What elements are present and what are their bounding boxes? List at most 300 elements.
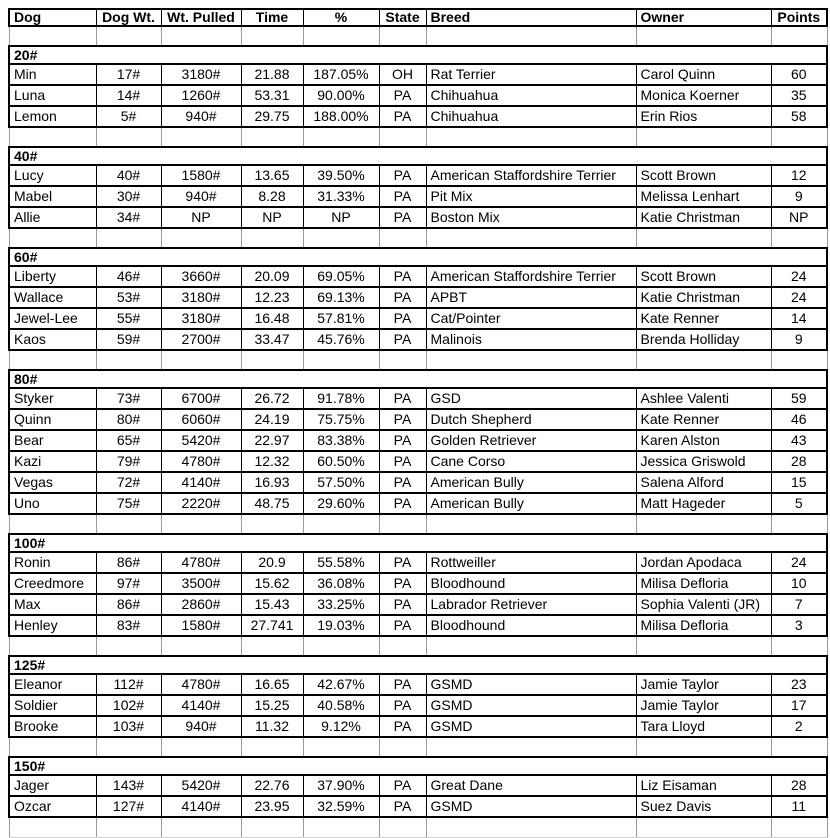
spacer-cell: [9, 817, 96, 837]
spacer-cell: [241, 228, 303, 248]
cell-dog-wt[interactable]: 55#: [96, 308, 161, 329]
cell-dog-wt[interactable]: 40#: [96, 165, 161, 186]
cell-time[interactable]: 13.65: [241, 165, 303, 186]
cell-time[interactable]: 26.72: [241, 388, 303, 409]
table-row: [9, 85, 827, 106]
cell-state[interactable]: PA: [379, 695, 426, 716]
spacer-cell: [9, 228, 96, 248]
cell-wt-pulled[interactable]: NP: [161, 207, 241, 228]
cell-time[interactable]: 22.76: [241, 775, 303, 796]
cell-percent[interactable]: 91.78%: [303, 388, 379, 409]
col-header-wt-pulled[interactable]: Wt. Pulled: [161, 9, 241, 26]
cell-wt-pulled[interactable]: 3660#: [161, 266, 241, 287]
cell-state[interactable]: PA: [379, 594, 426, 615]
cell-state[interactable]: PA: [379, 186, 426, 207]
cell-dog-wt[interactable]: 112#: [96, 674, 161, 695]
cell-time[interactable]: 12.23: [241, 287, 303, 308]
table-row: [9, 796, 827, 817]
cell-wt-pulled[interactable]: 6060#: [161, 409, 241, 430]
cell-points[interactable]: 58: [771, 106, 827, 127]
cell-time[interactable]: 23.95: [241, 796, 303, 817]
spacer-row: [9, 737, 827, 757]
table-row: [9, 106, 827, 127]
cell-dog-wt[interactable]: 127#: [96, 796, 161, 817]
cell-owner[interactable]: Scott Brown: [636, 165, 771, 186]
weight-class-label[interactable]: 150#: [9, 757, 827, 775]
cell-time[interactable]: 15.43: [241, 594, 303, 615]
cell-dog[interactable]: Kaos: [9, 329, 96, 350]
cell-breed[interactable]: Boston Mix: [426, 207, 636, 228]
cell-percent[interactable]: 187.05%: [303, 64, 379, 85]
cell-dog[interactable]: Soldier: [9, 695, 96, 716]
cell-owner[interactable]: Katie Christman: [636, 287, 771, 308]
cell-owner[interactable]: Salena Alford: [636, 472, 771, 493]
spacer-cell: [303, 228, 379, 248]
cell-wt-pulled[interactable]: 6700#: [161, 388, 241, 409]
table-row: [9, 266, 827, 287]
cell-breed[interactable]: Chihuahua: [426, 85, 636, 106]
weight-class-label[interactable]: 60#: [9, 248, 827, 266]
cell-dog-wt[interactable]: 5#: [96, 106, 161, 127]
cell-breed[interactable]: Chihuahua: [426, 106, 636, 127]
spacer-cell: [161, 127, 241, 147]
spacer-cell: [96, 350, 161, 370]
cell-wt-pulled[interactable]: 1260#: [161, 85, 241, 106]
cell-wt-pulled[interactable]: 4140#: [161, 695, 241, 716]
cell-dog-wt[interactable]: 73#: [96, 388, 161, 409]
cell-dog-wt[interactable]: 65#: [96, 430, 161, 451]
cell-percent[interactable]: 45.76%: [303, 329, 379, 350]
spacer-cell: [9, 514, 96, 534]
cell-dog[interactable]: Allie: [9, 207, 96, 228]
cell-dog[interactable]: Vegas: [9, 472, 96, 493]
cell-breed[interactable]: GSMD: [426, 796, 636, 817]
cell-owner[interactable]: Jordan Apodaca: [636, 552, 771, 573]
cell-percent[interactable]: 42.67%: [303, 674, 379, 695]
cell-dog[interactable]: Wallace: [9, 287, 96, 308]
spacer-cell: [96, 636, 161, 656]
cell-owner[interactable]: Tara Lloyd: [636, 716, 771, 737]
cell-points[interactable]: 60: [771, 64, 827, 85]
cell-time[interactable]: 16.65: [241, 674, 303, 695]
cell-breed[interactable]: Bloodhound: [426, 573, 636, 594]
cell-time[interactable]: 29.75: [241, 106, 303, 127]
cell-state[interactable]: PA: [379, 266, 426, 287]
cell-breed[interactable]: GSMD: [426, 695, 636, 716]
cell-state[interactable]: PA: [379, 796, 426, 817]
cell-dog[interactable]: Jager: [9, 775, 96, 796]
cell-dog[interactable]: Min: [9, 64, 96, 85]
cell-dog[interactable]: Eleanor: [9, 674, 96, 695]
cell-state[interactable]: PA: [379, 388, 426, 409]
cell-points[interactable]: 14: [771, 308, 827, 329]
cell-time[interactable]: 53.31: [241, 85, 303, 106]
col-header-dog[interactable]: Dog: [9, 9, 96, 26]
cell-breed[interactable]: Bloodhound: [426, 615, 636, 636]
cell-time[interactable]: 8.28: [241, 186, 303, 207]
cell-owner[interactable]: Matt Hageder: [636, 493, 771, 514]
cell-state[interactable]: PA: [379, 493, 426, 514]
cell-time[interactable]: 22.97: [241, 430, 303, 451]
cell-dog-wt[interactable]: 143#: [96, 775, 161, 796]
cell-points[interactable]: 24: [771, 552, 827, 573]
weight-class-label[interactable]: 125#: [9, 656, 827, 674]
cell-owner[interactable]: Scott Brown: [636, 266, 771, 287]
cell-wt-pulled[interactable]: 2220#: [161, 493, 241, 514]
cell-dog[interactable]: Creedmore: [9, 573, 96, 594]
cell-dog[interactable]: Bear: [9, 430, 96, 451]
cell-dog[interactable]: Max: [9, 594, 96, 615]
cell-percent[interactable]: 31.33%: [303, 186, 379, 207]
cell-dog-wt[interactable]: 97#: [96, 573, 161, 594]
weight-class-label[interactable]: 20#: [9, 46, 827, 64]
col-header-dog-wt[interactable]: Dog Wt.: [96, 9, 161, 26]
cell-dog-wt[interactable]: 46#: [96, 266, 161, 287]
cell-percent[interactable]: 57.81%: [303, 308, 379, 329]
cell-points[interactable]: 24: [771, 266, 827, 287]
cell-wt-pulled[interactable]: 2860#: [161, 594, 241, 615]
cell-state[interactable]: PA: [379, 409, 426, 430]
cell-percent[interactable]: 57.50%: [303, 472, 379, 493]
spacer-cell: [771, 737, 827, 757]
cell-state[interactable]: PA: [379, 329, 426, 350]
cell-breed[interactable]: Dutch Shepherd: [426, 409, 636, 430]
cell-percent[interactable]: 69.13%: [303, 287, 379, 308]
spacer-cell: [303, 737, 379, 757]
cell-dog[interactable]: Mabel: [9, 186, 96, 207]
cell-dog-wt[interactable]: 80#: [96, 409, 161, 430]
cell-owner[interactable]: Ashlee Valenti: [636, 388, 771, 409]
cell-percent[interactable]: 69.05%: [303, 266, 379, 287]
cell-points[interactable]: 10: [771, 573, 827, 594]
cell-time[interactable]: 20.9: [241, 552, 303, 573]
cell-time[interactable]: NP: [241, 207, 303, 228]
cell-dog-wt[interactable]: 83#: [96, 615, 161, 636]
cell-breed[interactable]: American Staffordshire Terrier: [426, 266, 636, 287]
cell-dog[interactable]: Uno: [9, 493, 96, 514]
cell-time[interactable]: 27.741: [241, 615, 303, 636]
cell-points[interactable]: 46: [771, 409, 827, 430]
cell-owner[interactable]: Suez Davis: [636, 796, 771, 817]
cell-breed[interactable]: Malinois: [426, 329, 636, 350]
cell-state[interactable]: PA: [379, 165, 426, 186]
cell-time[interactable]: 16.93: [241, 472, 303, 493]
cell-dog-wt[interactable]: 79#: [96, 451, 161, 472]
cell-percent[interactable]: 60.50%: [303, 451, 379, 472]
cell-owner[interactable]: Kate Renner: [636, 308, 771, 329]
cell-owner[interactable]: Erin Rios: [636, 106, 771, 127]
cell-wt-pulled[interactable]: 940#: [161, 716, 241, 737]
cell-state[interactable]: PA: [379, 552, 426, 573]
cell-dog-wt[interactable]: 86#: [96, 594, 161, 615]
cell-owner[interactable]: Kate Renner: [636, 409, 771, 430]
spacer-cell: [96, 127, 161, 147]
cell-breed[interactable]: Rottweiller: [426, 552, 636, 573]
cell-owner[interactable]: Jamie Taylor: [636, 674, 771, 695]
cell-points[interactable]: 9: [771, 186, 827, 207]
cell-dog[interactable]: Ronin: [9, 552, 96, 573]
spacer-cell: [9, 737, 96, 757]
cell-points[interactable]: 59: [771, 388, 827, 409]
cell-wt-pulled[interactable]: 940#: [161, 186, 241, 207]
spacer-row: [9, 350, 827, 370]
cell-dog-wt[interactable]: 53#: [96, 287, 161, 308]
cell-breed[interactable]: Cat/Pointer: [426, 308, 636, 329]
spacer-cell: [241, 26, 303, 46]
cell-time[interactable]: 48.75: [241, 493, 303, 514]
cell-percent[interactable]: NP: [303, 207, 379, 228]
cell-percent[interactable]: 32.59%: [303, 796, 379, 817]
spacer-cell: [636, 514, 771, 534]
cell-wt-pulled[interactable]: 5420#: [161, 775, 241, 796]
cell-dog-wt[interactable]: 86#: [96, 552, 161, 573]
cell-dog[interactable]: Brooke: [9, 716, 96, 737]
cell-state[interactable]: PA: [379, 85, 426, 106]
weight-class-label[interactable]: 100#: [9, 534, 827, 552]
cell-percent[interactable]: 75.75%: [303, 409, 379, 430]
spacer-cell: [636, 817, 771, 837]
cell-time[interactable]: 33.47: [241, 329, 303, 350]
cell-wt-pulled[interactable]: 4780#: [161, 674, 241, 695]
cell-breed[interactable]: American Staffordshire Terrier: [426, 165, 636, 186]
cell-wt-pulled[interactable]: 1580#: [161, 165, 241, 186]
cell-breed[interactable]: Golden Retriever: [426, 430, 636, 451]
cell-percent[interactable]: 90.00%: [303, 85, 379, 106]
cell-state[interactable]: PA: [379, 775, 426, 796]
spacer-cell: [161, 350, 241, 370]
cell-percent[interactable]: 9.12%: [303, 716, 379, 737]
cell-points[interactable]: 11: [771, 796, 827, 817]
cell-dog[interactable]: Lemon: [9, 106, 96, 127]
cell-time[interactable]: 16.48: [241, 308, 303, 329]
spacer-row: [9, 636, 827, 656]
cell-dog[interactable]: Luna: [9, 85, 96, 106]
spacer-row: [9, 228, 827, 248]
col-header-points[interactable]: Points: [771, 9, 827, 26]
cell-state[interactable]: PA: [379, 451, 426, 472]
cell-owner[interactable]: Brenda Holliday: [636, 329, 771, 350]
cell-time[interactable]: 21.88: [241, 64, 303, 85]
cell-percent[interactable]: 19.03%: [303, 615, 379, 636]
cell-state[interactable]: PA: [379, 308, 426, 329]
weight-class-section-row: [9, 656, 827, 674]
cell-wt-pulled[interactable]: 2700#: [161, 329, 241, 350]
cell-owner[interactable]: Monica Koerner: [636, 85, 771, 106]
col-header-percent[interactable]: %: [303, 9, 379, 26]
cell-dog-wt[interactable]: 72#: [96, 472, 161, 493]
cell-dog[interactable]: Styker: [9, 388, 96, 409]
cell-percent[interactable]: 39.50%: [303, 165, 379, 186]
spacer-cell: [96, 514, 161, 534]
cell-dog-wt[interactable]: 103#: [96, 716, 161, 737]
cell-points[interactable]: 15: [771, 472, 827, 493]
cell-breed[interactable]: Great Dane: [426, 775, 636, 796]
cell-time[interactable]: 24.19: [241, 409, 303, 430]
table-row: [9, 573, 827, 594]
cell-owner[interactable]: Jessica Griswold: [636, 451, 771, 472]
cell-state[interactable]: OH: [379, 64, 426, 85]
cell-percent[interactable]: 55.58%: [303, 552, 379, 573]
spacer-cell: [303, 636, 379, 656]
cell-wt-pulled[interactable]: 4780#: [161, 552, 241, 573]
cell-breed[interactable]: GSMD: [426, 716, 636, 737]
spacer-cell: [161, 26, 241, 46]
spacer-cell: [241, 636, 303, 656]
cell-owner[interactable]: Milisa Defloria: [636, 573, 771, 594]
spacer-cell: [426, 514, 636, 534]
table-row: [9, 165, 827, 186]
cell-percent[interactable]: 33.25%: [303, 594, 379, 615]
spacer-cell: [9, 636, 96, 656]
spacer-cell: [9, 127, 96, 147]
cell-breed[interactable]: American Bully: [426, 472, 636, 493]
cell-breed[interactable]: GSMD: [426, 674, 636, 695]
cell-time[interactable]: 11.32: [241, 716, 303, 737]
spacer-cell: [161, 817, 241, 837]
cell-points[interactable]: 43: [771, 430, 827, 451]
cell-dog-wt[interactable]: 75#: [96, 493, 161, 514]
cell-state[interactable]: PA: [379, 674, 426, 695]
col-header-owner[interactable]: Owner: [636, 9, 771, 26]
col-header-breed[interactable]: Breed: [426, 9, 636, 26]
weight-class-section-row: [9, 757, 827, 775]
cell-points[interactable]: 7: [771, 594, 827, 615]
cell-points[interactable]: 35: [771, 85, 827, 106]
cell-wt-pulled[interactable]: 3180#: [161, 64, 241, 85]
cell-owner[interactable]: Katie Christman: [636, 207, 771, 228]
cell-state[interactable]: PA: [379, 430, 426, 451]
spacer-cell: [379, 127, 426, 147]
cell-wt-pulled[interactable]: 3180#: [161, 287, 241, 308]
table-row: [9, 388, 827, 409]
cell-owner[interactable]: Liz Eisaman: [636, 775, 771, 796]
cell-points[interactable]: 9: [771, 329, 827, 350]
cell-dog[interactable]: Ozcar: [9, 796, 96, 817]
spacer-cell: [379, 636, 426, 656]
cell-wt-pulled[interactable]: 1580#: [161, 615, 241, 636]
cell-owner[interactable]: Milisa Defloria: [636, 615, 771, 636]
table-row: [9, 615, 827, 636]
cell-wt-pulled[interactable]: 3500#: [161, 573, 241, 594]
cell-state[interactable]: PA: [379, 287, 426, 308]
cell-state[interactable]: PA: [379, 207, 426, 228]
cell-points[interactable]: 5: [771, 493, 827, 514]
col-header-state[interactable]: State: [379, 9, 426, 26]
spacer-row: [9, 514, 827, 534]
cell-percent[interactable]: 40.58%: [303, 695, 379, 716]
table-row: [9, 430, 827, 451]
cell-percent[interactable]: 188.00%: [303, 106, 379, 127]
cell-points[interactable]: NP: [771, 207, 827, 228]
spacer-cell: [771, 636, 827, 656]
cell-dog[interactable]: Lucy: [9, 165, 96, 186]
cell-breed[interactable]: American Bully: [426, 493, 636, 514]
cell-points[interactable]: 24: [771, 287, 827, 308]
cell-wt-pulled[interactable]: 4140#: [161, 472, 241, 493]
cell-state[interactable]: PA: [379, 615, 426, 636]
cell-wt-pulled[interactable]: 940#: [161, 106, 241, 127]
cell-time[interactable]: 15.62: [241, 573, 303, 594]
cell-owner[interactable]: Sophia Valenti (JR): [636, 594, 771, 615]
cell-owner[interactable]: Jamie Taylor: [636, 695, 771, 716]
table-row: [9, 308, 827, 329]
cell-percent[interactable]: 36.08%: [303, 573, 379, 594]
spacer-cell: [96, 228, 161, 248]
spacer-row: [9, 26, 827, 46]
cell-owner[interactable]: Karen Alston: [636, 430, 771, 451]
cell-points[interactable]: 2: [771, 716, 827, 737]
spacer-cell: [771, 127, 827, 147]
cell-dog[interactable]: Jewel-Lee: [9, 308, 96, 329]
cell-owner[interactable]: Melissa Lenhart: [636, 186, 771, 207]
cell-points[interactable]: 28: [771, 775, 827, 796]
weight-class-label[interactable]: 40#: [9, 147, 827, 165]
cell-breed[interactable]: Rat Terrier: [426, 64, 636, 85]
spacer-cell: [379, 817, 426, 837]
cell-dog-wt[interactable]: 102#: [96, 695, 161, 716]
cell-state[interactable]: PA: [379, 573, 426, 594]
spacer-cell: [161, 737, 241, 757]
cell-percent[interactable]: 29.60%: [303, 493, 379, 514]
weight-class-section-row: [9, 46, 827, 64]
cell-percent[interactable]: 83.38%: [303, 430, 379, 451]
cell-dog-wt[interactable]: 34#: [96, 207, 161, 228]
cell-points[interactable]: 3: [771, 615, 827, 636]
cell-dog-wt[interactable]: 17#: [96, 64, 161, 85]
spacer-cell: [771, 228, 827, 248]
cell-time[interactable]: 15.25: [241, 695, 303, 716]
cell-state[interactable]: PA: [379, 106, 426, 127]
cell-time[interactable]: 20.09: [241, 266, 303, 287]
cell-points[interactable]: 28: [771, 451, 827, 472]
cell-dog[interactable]: Kazi: [9, 451, 96, 472]
cell-dog-wt[interactable]: 14#: [96, 85, 161, 106]
cell-breed[interactable]: GSD: [426, 388, 636, 409]
spacer-cell: [241, 127, 303, 147]
spacer-cell: [303, 514, 379, 534]
cell-dog-wt[interactable]: 30#: [96, 186, 161, 207]
spacer-cell: [771, 350, 827, 370]
cell-points[interactable]: 17: [771, 695, 827, 716]
cell-state[interactable]: PA: [379, 472, 426, 493]
spacer-cell: [241, 350, 303, 370]
weight-class-label[interactable]: 80#: [9, 370, 827, 388]
table-row: [9, 493, 827, 514]
cell-breed[interactable]: Pit Mix: [426, 186, 636, 207]
spacer-cell: [636, 350, 771, 370]
cell-points[interactable]: 12: [771, 165, 827, 186]
cell-percent[interactable]: 37.90%: [303, 775, 379, 796]
cell-state[interactable]: PA: [379, 716, 426, 737]
cell-breed[interactable]: Labrador Retriever: [426, 594, 636, 615]
cell-dog[interactable]: Quinn: [9, 409, 96, 430]
cell-dog-wt[interactable]: 59#: [96, 329, 161, 350]
cell-dog[interactable]: Liberty: [9, 266, 96, 287]
cell-wt-pulled[interactable]: 3180#: [161, 308, 241, 329]
cell-points[interactable]: 23: [771, 674, 827, 695]
cell-time[interactable]: 12.32: [241, 451, 303, 472]
spacer-cell: [426, 636, 636, 656]
weight-class-section-row: [9, 147, 827, 165]
cell-breed[interactable]: Cane Corso: [426, 451, 636, 472]
cell-wt-pulled[interactable]: 5420#: [161, 430, 241, 451]
cell-breed[interactable]: APBT: [426, 287, 636, 308]
cell-wt-pulled[interactable]: 4140#: [161, 796, 241, 817]
col-header-time[interactable]: Time: [241, 9, 303, 26]
cell-wt-pulled[interactable]: 4780#: [161, 451, 241, 472]
cell-owner[interactable]: Carol Quinn: [636, 64, 771, 85]
cell-dog[interactable]: Henley: [9, 615, 96, 636]
